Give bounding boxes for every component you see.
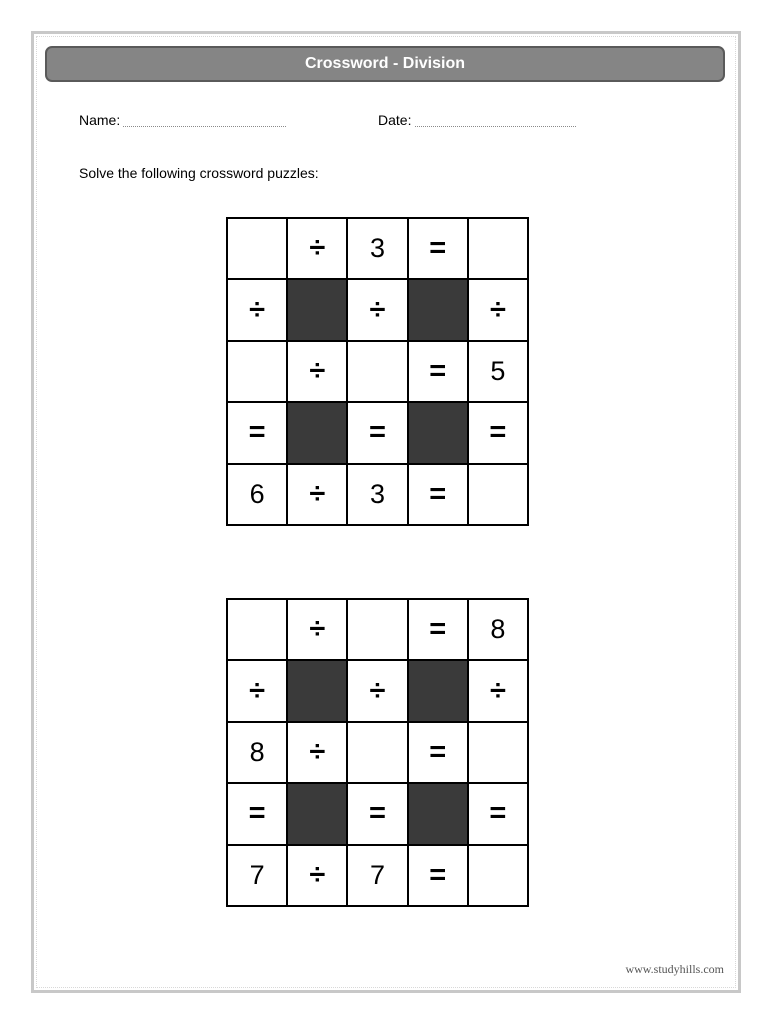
answer-cell[interactable] bbox=[348, 342, 408, 403]
name-field[interactable] bbox=[123, 126, 286, 127]
divide-symbol-cell: ÷ bbox=[228, 661, 288, 722]
divide-symbol-cell: ÷ bbox=[288, 342, 348, 403]
blocked-cell bbox=[409, 280, 469, 341]
crossword-grid-1 bbox=[226, 217, 529, 526]
answer-cell[interactable] bbox=[228, 219, 288, 280]
answer-cell[interactable] bbox=[469, 723, 529, 784]
number-cell: 5 bbox=[469, 342, 529, 403]
number-cell: 7 bbox=[228, 846, 288, 907]
divide-symbol-cell: ÷ bbox=[288, 846, 348, 907]
blocked-cell bbox=[409, 784, 469, 845]
divide-symbol-cell: ÷ bbox=[348, 661, 408, 722]
divide-symbol-cell: ÷ bbox=[469, 661, 529, 722]
equals-symbol-cell: = bbox=[409, 465, 469, 526]
equals-symbol-cell: = bbox=[228, 403, 288, 464]
divide-symbol-cell: ÷ bbox=[288, 723, 348, 784]
number-cell: 3 bbox=[348, 219, 408, 280]
blocked-cell bbox=[409, 403, 469, 464]
number-cell: 3 bbox=[348, 465, 408, 526]
name-label: Name: bbox=[79, 112, 121, 128]
equals-symbol-cell: = bbox=[409, 846, 469, 907]
answer-cell[interactable] bbox=[228, 600, 288, 661]
blocked-cell bbox=[288, 784, 348, 845]
divide-symbol-cell: ÷ bbox=[288, 219, 348, 280]
divide-symbol-cell: ÷ bbox=[288, 600, 348, 661]
divide-symbol-cell: ÷ bbox=[228, 280, 288, 341]
blocked-cell bbox=[288, 661, 348, 722]
number-cell: 6 bbox=[228, 465, 288, 526]
page-title: Crossword - Division bbox=[304, 55, 466, 72]
equals-symbol-cell: = bbox=[348, 784, 408, 845]
answer-cell[interactable] bbox=[348, 723, 408, 784]
equals-symbol-cell: = bbox=[409, 219, 469, 280]
equals-symbol-cell: = bbox=[409, 723, 469, 784]
answer-cell[interactable] bbox=[469, 465, 529, 526]
blocked-cell bbox=[288, 403, 348, 464]
equals-symbol-cell: = bbox=[409, 600, 469, 661]
number-cell: 8 bbox=[469, 600, 529, 661]
title-bar bbox=[45, 46, 725, 82]
blocked-cell bbox=[409, 661, 469, 722]
number-cell: 8 bbox=[228, 723, 288, 784]
footer-website: www.studyhills.com bbox=[625, 962, 724, 976]
answer-cell[interactable] bbox=[469, 219, 529, 280]
number-cell: 7 bbox=[348, 846, 408, 907]
equals-symbol-cell: = bbox=[409, 342, 469, 403]
blocked-cell bbox=[288, 280, 348, 341]
divide-symbol-cell: ÷ bbox=[469, 280, 529, 341]
equals-symbol-cell: = bbox=[469, 784, 529, 845]
equals-symbol-cell: = bbox=[469, 403, 529, 464]
instructions-text: Solve the following crossword puzzles: bbox=[79, 165, 319, 181]
equals-symbol-cell: = bbox=[348, 403, 408, 464]
answer-cell[interactable] bbox=[228, 342, 288, 403]
answer-cell[interactable] bbox=[348, 600, 408, 661]
date-label: Date: bbox=[378, 112, 412, 128]
answer-cell[interactable] bbox=[469, 846, 529, 907]
date-field[interactable] bbox=[415, 126, 576, 127]
divide-symbol-cell: ÷ bbox=[288, 465, 348, 526]
divide-symbol-cell: ÷ bbox=[348, 280, 408, 341]
crossword-grid-2 bbox=[226, 598, 529, 907]
equals-symbol-cell: = bbox=[228, 784, 288, 845]
